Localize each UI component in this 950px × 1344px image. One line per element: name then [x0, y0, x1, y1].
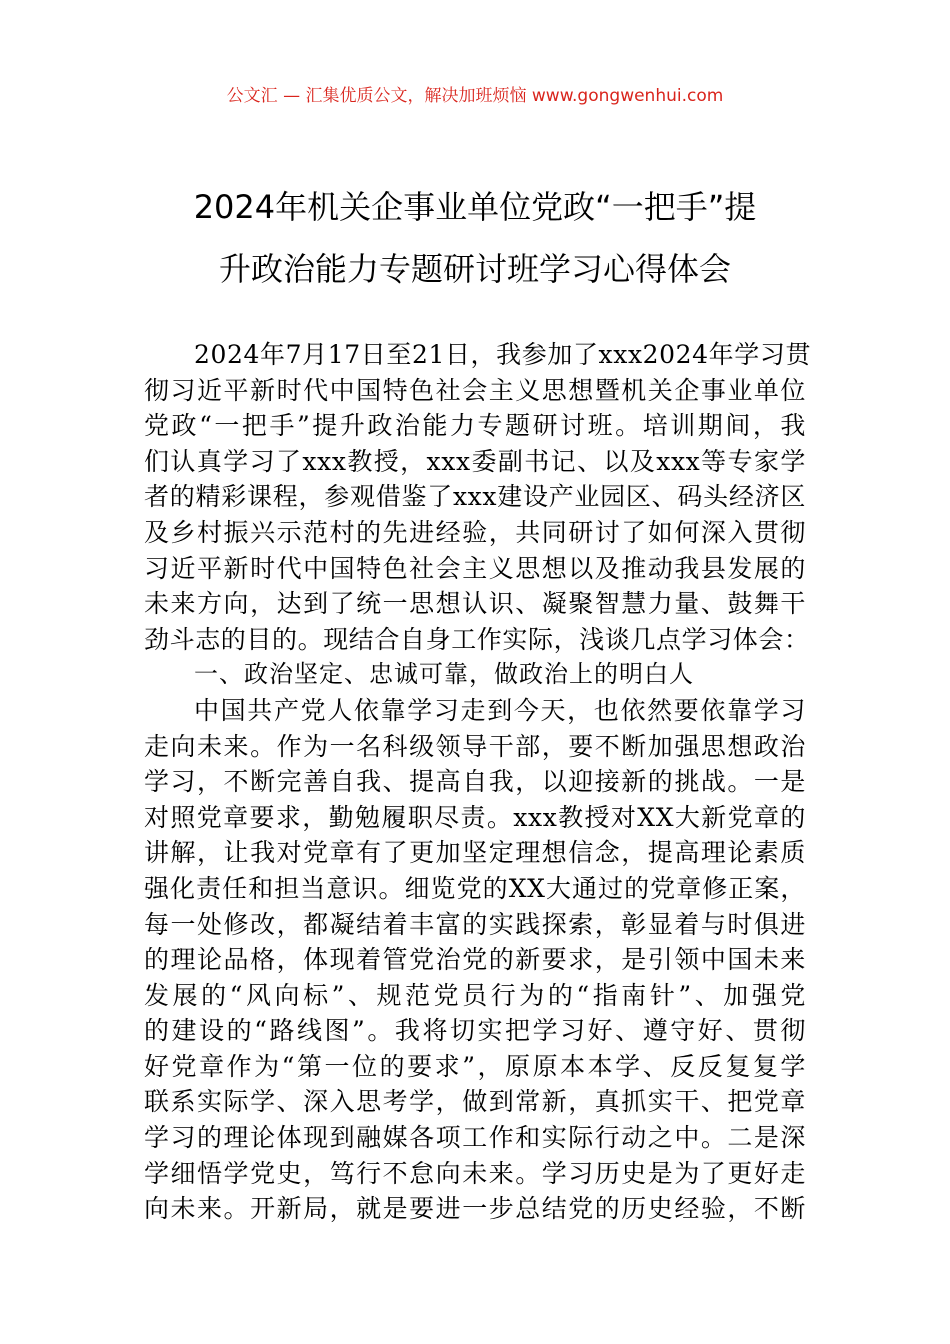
paragraph-line: 彻习近平新时代中国特色社会主义思想暨机关企事业单位 [144, 375, 806, 405]
paragraph-line: 2024年7月17日至21日，我参加了xxx2024年学习贯 [194, 340, 812, 369]
paragraph-line: 联系实际学、深入思考学，做到常新，真抓实干、把党章 [144, 1087, 806, 1117]
document-body [144, 337, 812, 1227]
paragraph-line: 们认真学习了xxx教授，xxx委副书记、以及xxx等专家学 [144, 446, 806, 476]
paragraph-line: 好党章作为“第一位的要求”，原原本本学、反反复复学 [144, 1051, 806, 1081]
paragraph-line: 对照党章要求，勤勉履职尽责。xxx教授对XX大新党章的 [144, 802, 806, 832]
paragraph-line: 讲解，让我对党章有了更加坚定理想信念，提高理论素质 [144, 838, 806, 868]
paragraph-line: 强化责任和担当意识。细览党的XX大通过的党章修正案， [144, 873, 806, 903]
paragraph-line: 的理论品格，体现着管党治党的新要求，是引领中国未来 [144, 945, 806, 975]
paragraph-line: 学细悟学党史，笃行不怠向未来。学习历史是为了更好走 [144, 1158, 806, 1188]
paragraph-line: 向未来。开新局，就是要进一步总结党的历史经验，不断 [144, 1194, 806, 1224]
document-title [140, 176, 810, 300]
paragraph-line: 走向未来。作为一名科级领导干部，要不断加强思想政治 [144, 731, 806, 761]
paragraph-line: 每一处修改，都凝结着丰富的实践探索，彰显着与时俱进 [144, 909, 806, 939]
paragraph-line: 未来方向，达到了统一思想认识、凝聚智慧力量、鼓舞干 [144, 589, 806, 619]
paragraph-line: 学习的理论体现到融媒各项工作和实际行动之中。二是深 [144, 1123, 806, 1153]
section-heading: 一、政治坚定、忠诚可靠，做政治上的明白人 [194, 660, 694, 689]
paragraph-line: 的建设的“路线图”。我将切实把学习好、遵守好、贯彻 [144, 1016, 806, 1046]
paragraph-line: 发展的“风向标”、规范党员行为的“指南针”、加强党 [144, 980, 806, 1010]
paragraph-line: 中国共产党人依靠学习走到今天，也依然要依靠学习 [194, 695, 806, 725]
paragraph-line: 学习，不断完善自我、提高自我，以迎接新的挑战。一是 [144, 767, 806, 797]
paragraph-line: 党政“一把手”提升政治能力专题研讨班。培训期间，我 [144, 411, 806, 441]
title-line-1: 2024年机关企事业单位党政“一把手”提 [193, 188, 757, 226]
paragraph-line: 及乡村振兴示范村的先进经验，共同研讨了如何深入贯彻 [144, 517, 806, 547]
title-line-2: 升政治能力专题研讨班学习心得体会 [218, 250, 731, 288]
paragraph-line: 劲斗志的目的。现结合自身工作实际，浅谈几点学习体会： [144, 624, 810, 654]
header-banner: 公文汇 — 汇集优质公文，解决加班烦恼 www.gongwenhui.com [226, 86, 724, 106]
paragraph-line: 习近平新时代中国特色社会主义思想以及推动我县发展的 [144, 553, 806, 583]
paragraph-line: 者的精彩课程，参观借鉴了xxx建设产业园区、码头经济区 [144, 482, 806, 512]
